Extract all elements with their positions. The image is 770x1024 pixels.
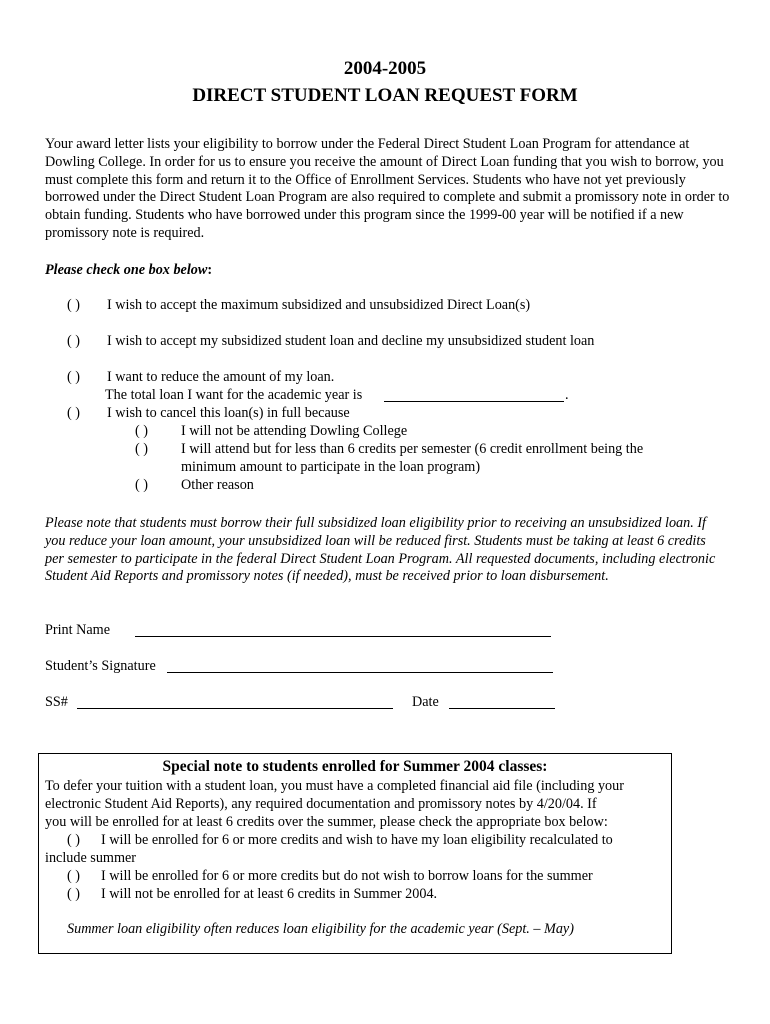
checkbox-reduce[interactable]: ( ) bbox=[67, 369, 80, 385]
checkbox-accept-max[interactable]: ( ) bbox=[67, 297, 80, 313]
note-paragraph: Please note that students must borrow their full subsidized loan eligibility prior to receiving an unsubsidized loan. If you reduce your loan amount, your unsubsidized loan will be reduced first. Students must be taking at least 6 credits per semester to participate in the federal Direct Student Loan Program. All requested documents, including electronic Student Aid Reports and promissory notes (if needed), must be received prior to loan disbursement. bbox=[45, 515, 716, 585]
checkbox-summer-recalc[interactable]: ( ) bbox=[67, 832, 80, 848]
print-name-input[interactable] bbox=[135, 636, 551, 637]
date-label: Date bbox=[412, 694, 439, 710]
option-cancel-label: I wish to cancel this loan(s) in full because bbox=[107, 405, 350, 421]
checkbox-reason-part-time[interactable]: ( ) bbox=[135, 441, 148, 457]
option-accept-subsidized-label: I wish to accept my subsidized student loan and decline my unsubsidized student loan bbox=[107, 333, 595, 349]
checkbox-accept-subsidized[interactable]: ( ) bbox=[67, 333, 80, 349]
checkbox-summer-no-borrow[interactable]: ( ) bbox=[67, 868, 80, 884]
print-name-label: Print Name bbox=[45, 622, 111, 638]
date-input[interactable] bbox=[449, 708, 555, 709]
ssn-input[interactable] bbox=[77, 708, 393, 709]
summer-line-1: To defer your tuition with a student loan, you must have a completed financial aid file (including your bbox=[45, 778, 624, 794]
reason-part-time-continuation: minimum amount to participate in the loan program) bbox=[181, 459, 481, 475]
instruction-text: Please check one box below bbox=[45, 262, 208, 278]
instruction-colon: : bbox=[207, 262, 213, 278]
checkbox-reason-not-attending[interactable]: ( ) bbox=[135, 423, 148, 439]
summer-line-3: you will be enrolled for at least 6 credits over the summer, please check the appropriate box below: bbox=[45, 814, 608, 830]
reduce-total-label: The total loan I want for the academic year is bbox=[105, 387, 363, 403]
summer-option-recalc-label: I will be enrolled for 6 or more credits and wish to have my loan eligibility recalculated to bbox=[101, 832, 613, 848]
ssn-label: SS# bbox=[45, 694, 68, 710]
summer-line-2: electronic Student Aid Reports), any required documentation and promissory notes by 4/20/04. If bbox=[45, 796, 597, 812]
checkbox-reason-other[interactable]: ( ) bbox=[135, 477, 148, 493]
summer-heading: Special note to students enrolled for Summer 2004 classes: bbox=[162, 758, 548, 775]
summer-option-no-borrow-label: I will be enrolled for 6 or more credits but do not wish to borrow loans for the summer bbox=[101, 868, 593, 884]
option-accept-max-label: I wish to accept the maximum subsidized and unsubsidized Direct Loan(s) bbox=[107, 297, 531, 313]
summer-option-not-enrolled-label: I will not be enrolled for at least 6 credits in Summer 2004. bbox=[101, 886, 438, 902]
option-reduce-label: I want to reduce the amount of my loan. bbox=[107, 369, 335, 385]
reason-other-label: Other reason bbox=[181, 477, 254, 493]
reason-not-attending-label: I will not be attending Dowling College bbox=[181, 423, 408, 439]
summer-option-recalc-continuation: include summer bbox=[45, 850, 137, 866]
form-year: 2004-2005 bbox=[343, 58, 427, 79]
form-title: DIRECT STUDENT LOAN REQUEST FORM bbox=[192, 85, 578, 106]
checkbox-summer-not-enrolled[interactable]: ( ) bbox=[67, 886, 80, 902]
reduce-total-input[interactable] bbox=[384, 401, 564, 402]
signature-input[interactable] bbox=[167, 672, 553, 673]
reason-part-time-label: I will attend but for less than 6 credits per semester (6 credit enrollment being the bbox=[181, 441, 644, 457]
signature-label: Student’s Signature bbox=[45, 658, 156, 674]
summer-footer-note: Summer loan eligibility often reduces loan eligibility for the academic year (Sept. – May) bbox=[67, 921, 574, 937]
instruction bbox=[45, 262, 212, 279]
intro-paragraph: Your award letter lists your eligibility to borrow under the Federal Direct Student Loan Program for attendance at Dowling College. In order for us to ensure you receive the amount of Direct Loan funding that you wish to borrow, you must complete this form and return it to the Office of Enrollment Services. Students who have not yet previously borrowed under the Direct Student Loan Program are also required to complete and submit a promissory note in order to obtain funding. Students who have borrowed under this program since the 1999-00 year will be notified if a new promissory note is required. bbox=[45, 136, 730, 241]
reduce-total-period: . bbox=[565, 387, 569, 403]
checkbox-cancel[interactable]: ( ) bbox=[67, 405, 80, 421]
